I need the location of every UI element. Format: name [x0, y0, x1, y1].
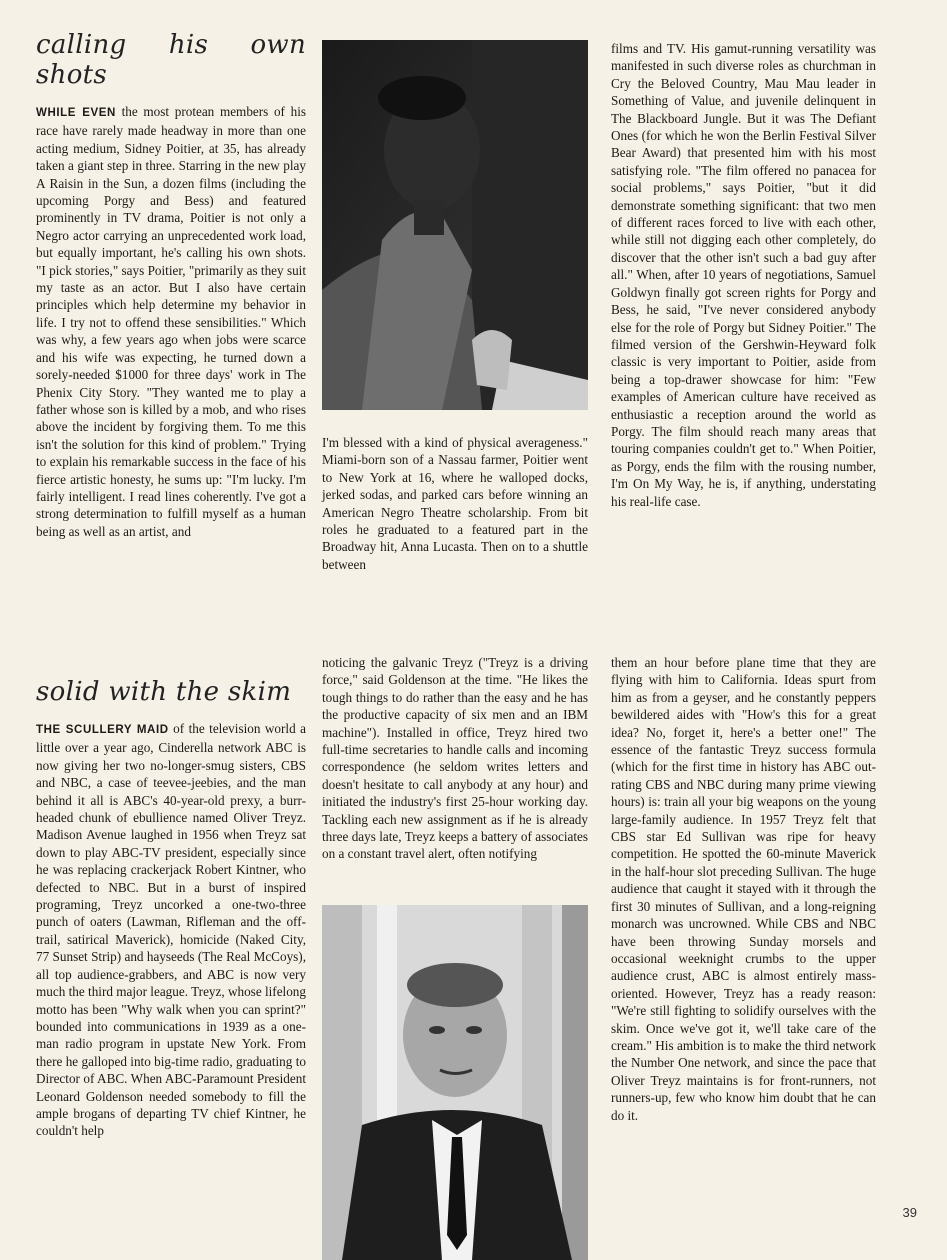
article1-title: calling his own shots: [36, 30, 306, 90]
poitier-photo: [322, 40, 588, 410]
article2-text-3: them an hour before plane time that they are flying with him to California. Ideas spurt from him as from a geyser, and he constantly peppers bewildered aides with "How's this for a great idea? No, forget it, here's a better one!" The essence of the fantastic Treyz success formula (which for the first time in history has ABC out-rating CBS and NBC during many prime viewing hours) is: train all your big weapons on the young large-family audience. In 1957 Treyz felt that CBS star Ed Sullivan was ripe for heavy competition. He spotted the 60-minute Maverick in the half-hour slot preceding Sullivan. The huge audience that caught it stayed with it through the first 30 minutes of Sullivan, and a long-reigning monarch was uncrowned. While CBS and NBC have been throwing Sunday morsels and occasional weeknight crumbs to the upper audience crust, ABC is almost entirely mass-oriented. However, Treyz has a ready reason: "We're still fighting to solidify ourselves with the skim. Once we've got it, we'll take care of the cream." His ambition is to make the third network the Number One network, and since the pace that Oliver Treyz maintains is for front-runners, not runners-up, few who know him doubt that he can do it.: [611, 655, 876, 1123]
article2-text-1: of the television world a little over a year ago, Cinderella network ABC is now giving her two no-longer-smug sisters, CBS and NBC, a case of teevee-jeebies, and the man behind it all is ABC's 40-year-old prexy, a burr-headed chunk of ebullience named Oliver Treyz. Madison Avenue laughed in 1956 when Treyz sat down to play ABC-TV president, especially since he was replacing crackerjack Robert Kintner, who defected to NBC. But in a burst of inspired programing, Treyz uncorked a one-two-three punch of oaters (Lawman, Rifleman and the off-trail, satirical Maverick), homicide (Naked City, 77 Sunset Strip) and hayseeds (The Real McCoys), all top audience-grabbers, and ABC is now very much the third major league. Treyz, whose lifelong motto has been "Why walk when you can sprint?" bounded into communications in 1939 as a one-man radio program in upstate New York. From there he galloped into big-time radio, graduating to Director of ABC. When ABC-Paramount President Leonard Goldenson needed somebody to fill the ample brogans of departing TV chief Kintner, he couldn't help: [36, 721, 306, 1139]
article1-text-1: the most protean members of his race have rarely made headway in more than one acting medium, Sidney Poitier, at 35, has already taken a giant step in three. Starring in the new play A Raisin in the Sun, a dozen films (including the upcoming Porgy and Bess) and featured prominently in TV drama, Poitier is not only a Negro actor carrying an unprecedented work load, but equally important, he's calling his own shots. "I pick stories," says Poitier, "primarily as they suit my taste as an actor. But I also have certain principles which help determine my behavior in life. I try not to offend these sensibilities." Which was why, a few years ago when jobs were scarce and his wife was expecting, he turned down a sorely-needed $1000 for three days' work in The Phenix City Story. "They wanted me to play a father whose son is killed by a mob, and who rises above the incident by forgiving them. To me this isn't the solution for this kind of problem." Trying to explain his remarkable success in the face of his fierce artistic honesty, he sums up: "I'm lucky. I'm fairly intelligent. I read lines coherently. I've got a strong determination to fulfill myself as a human being as well as an artist, and: [36, 104, 307, 539]
poitier-portrait-image: [322, 40, 588, 410]
page-number: 39: [902, 1205, 917, 1220]
treyz-photo: [322, 905, 588, 1260]
article1-column-2: [322, 434, 588, 573]
article2-text-2: noticing the galvanic Treyz ("Treyz is a driving force," said Goldenson at the time. "He likes the tough things to do rather than the easy and he has the productive capacity of six men and an IBM machine"). Installed in office, Treyz hired two full-time secretaries to handle calls and incoming correspondence (he seldom writes letters and doesn't hesitate to call anybody at any hour) and initiated the industry's first 25-hour working day. Tackling each new assignment as if he is already three days late, Treyz keeps a battery of associates on a constant travel alert, often notifying: [322, 655, 588, 862]
article2-lead-in: THE SCULLERY MAID: [36, 724, 169, 736]
article2-column-1: [36, 677, 306, 1140]
article1-text-3: films and TV. His gamut-running versatility was manifested in such diverse roles as churchman in Cry the Beloved Country, Mau Mau leader in Something of Value, and juvenile delinquent in The Blackboard Jungle. But it was The Defiant Ones (for which he won the Berlin Festival Silver Bear Award) that presented him with his most satisfying role. "The film offered no panacea for social problems," says Poitier, "but it did demonstrate something significant: that two men of different races forced to live with each other, while still not digging each other completely, do discover that the other isn't such a bad guy after all." When, after 10 years of negotiations, Samuel Goldwyn finally got screen rights for Porgy and Bess, he said, "I've never considered anybody else for the role of Porgy but Sidney Poitier." The filmed version of the Gershwin-Heyward folk classic is very important to Poitier, aside from being a top-drawer showcase for him: "Few examples of American culture have received as enthusiastic a reception around the world as Porgy. The film should reach many areas that touring companies couldn't get to." When Poitier, as Porgy, ends the film with the rousing number, I'm On My Way, he is, if anything, understating his real-life case.: [611, 41, 876, 509]
article-solid-with-the-skim: [0, 650, 947, 1260]
article2-title: solid with the skim: [36, 677, 292, 707]
article1-lead-in: WHILE EVEN: [36, 107, 116, 119]
article1-column-1: [36, 30, 306, 540]
article2-column-2: [322, 654, 588, 863]
article1-paragraph-1: [36, 103, 306, 540]
article1-text-2: I'm blessed with a kind of physical averageness." Miami-born son of a Nassau farmer, Poitier went to New York at 16, where he walloped docks, jerked sodas, and parked cars before winning an American Negro Theatre scholarship. From bit roles he graduated to a featured part in the Broadway hit, Anna Lucasta. Then on to a shuttle between: [322, 435, 588, 572]
article1-column-3: [611, 40, 876, 510]
article-calling-his-own-shots: [0, 30, 947, 630]
treyz-portrait-image: [322, 905, 588, 1260]
article2-column-3: [611, 654, 876, 1124]
article2-paragraph-1: [36, 720, 306, 1140]
